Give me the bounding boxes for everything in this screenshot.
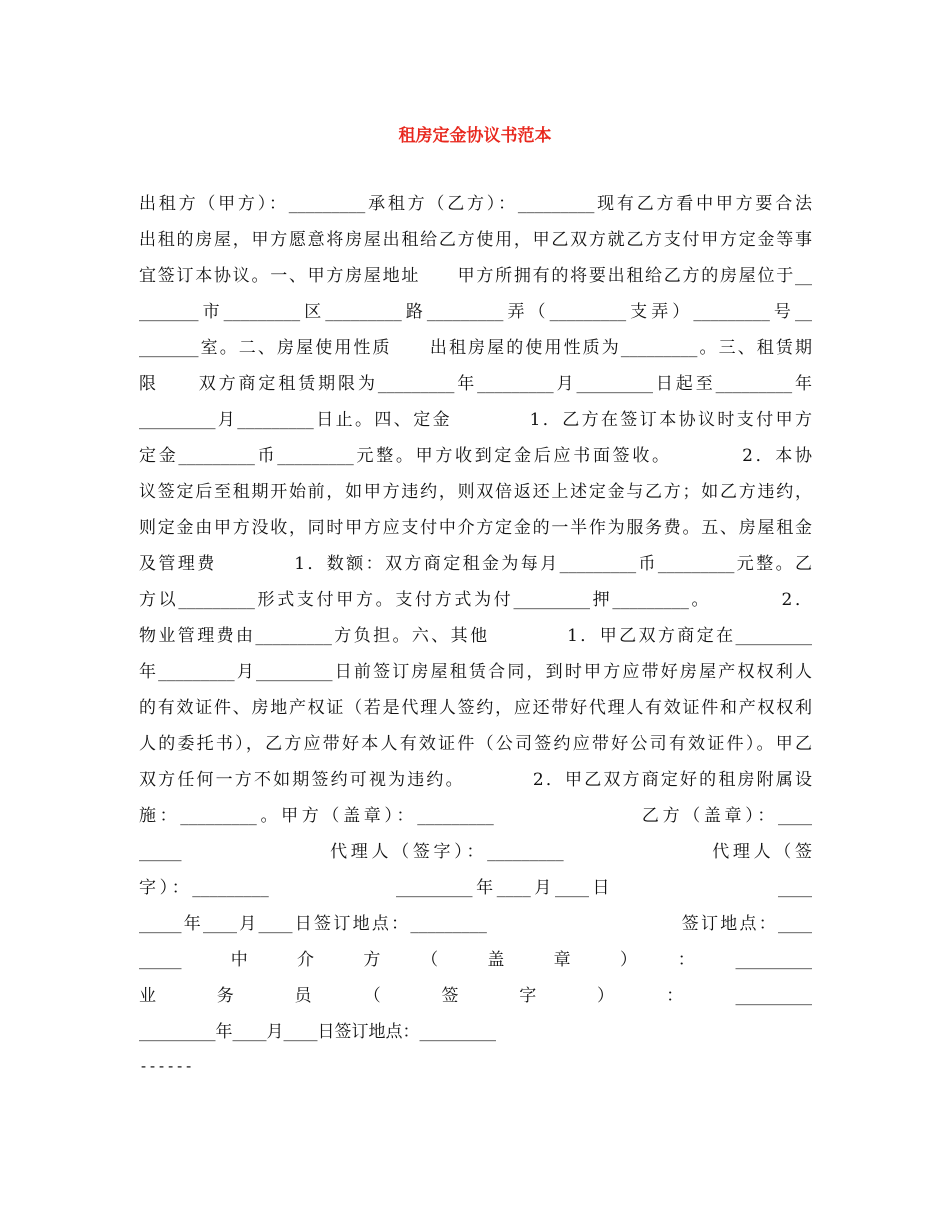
body-line-16: 人的委托书），乙方应带好本人有效证件（公司签约应带好公司有效证件）。甲乙	[139, 734, 812, 754]
body-line-23: 业 务 员 （ 签 字 ） ： _________	[139, 986, 812, 1006]
end-dash-marker: ------	[139, 1057, 194, 1075]
body-line-9: 议签定后至租期开始前，如甲方违约，则双倍返还上述定金与乙方；如乙方违约，	[139, 482, 812, 502]
body-line-11: 及管理费 1．数额：双方商定租金为每月_________币_________元整。乙	[139, 554, 812, 574]
body-line-22: _____ 中 介 方 （ 盖 章 ） ： _________	[139, 950, 812, 970]
body-line-13: 物业管理费由_________方负担。六、其他 1．甲乙双方商定在_________	[139, 626, 812, 646]
body-line-8: 定金_________币_________元整。甲方收到定金后应书面签收。 2．本协	[139, 446, 812, 466]
body-line-5: _______室。二、房屋使用性质 出租房屋的使用性质为_________。三、租赁期	[139, 338, 812, 358]
body-line-10: 则定金由甲方没收，同时甲方应支付中介方定金的一半作为服务费。五、房屋租金	[139, 518, 812, 538]
body-line-7: _________月_________日止。四、定金 1．乙方在签订本协议时支付甲方	[139, 410, 812, 430]
body-line-19: _____ 代理人（签字）：_________ 代理人（签	[139, 842, 812, 862]
body-line-14: 年_________月_________日前签订房屋租赁合同，到时甲方应带好房屋产权权利人	[139, 662, 812, 682]
body-line-15: 的有效证件、房地产权证（若是代理人签约，应还带好代理人有效证件和产权权利	[139, 698, 812, 718]
body-line-6: 限 双方商定租赁期限为_________年_________月_________日起至_________年	[139, 374, 812, 394]
body-line-24: _________年____月____日签订地点：_________	[139, 1022, 496, 1042]
body-line-3: 宜签订本协议。一、甲方房屋地址 甲方所拥有的将要出租给乙方的房屋位于__	[139, 266, 812, 286]
body-line-17: 双方任何一方不如期签约可视为违约。 2．甲乙双方商定好的租房附属设	[139, 770, 812, 790]
body-line-21: _____年____月____日签订地点：_________ 签订地点：____	[139, 914, 812, 934]
body-line-20: 字）：_________ _________年____月____日 ____	[139, 878, 812, 898]
document-body	[139, 186, 812, 1076]
body-line-1: 出租方（甲方）：_________承租方（乙方）：_________现有乙方看中甲方要合法	[139, 194, 812, 214]
body-line-2: 出租的房屋，甲方愿意将房屋出租给乙方使用，甲乙双方就乙方支付甲方定金等事	[139, 230, 812, 250]
body-line-12: 方以_________形式支付甲方。支付方式为付_________押_________。 2．	[139, 590, 812, 610]
body-line-4: _______市_________区_________路_________弄（_________支弄）_________号__	[139, 302, 812, 322]
document-title: 租房定金协议书范本	[398, 126, 552, 146]
body-line-18: 施：_________。甲方（盖章）：_________ 乙方（盖章）：____	[139, 806, 812, 826]
